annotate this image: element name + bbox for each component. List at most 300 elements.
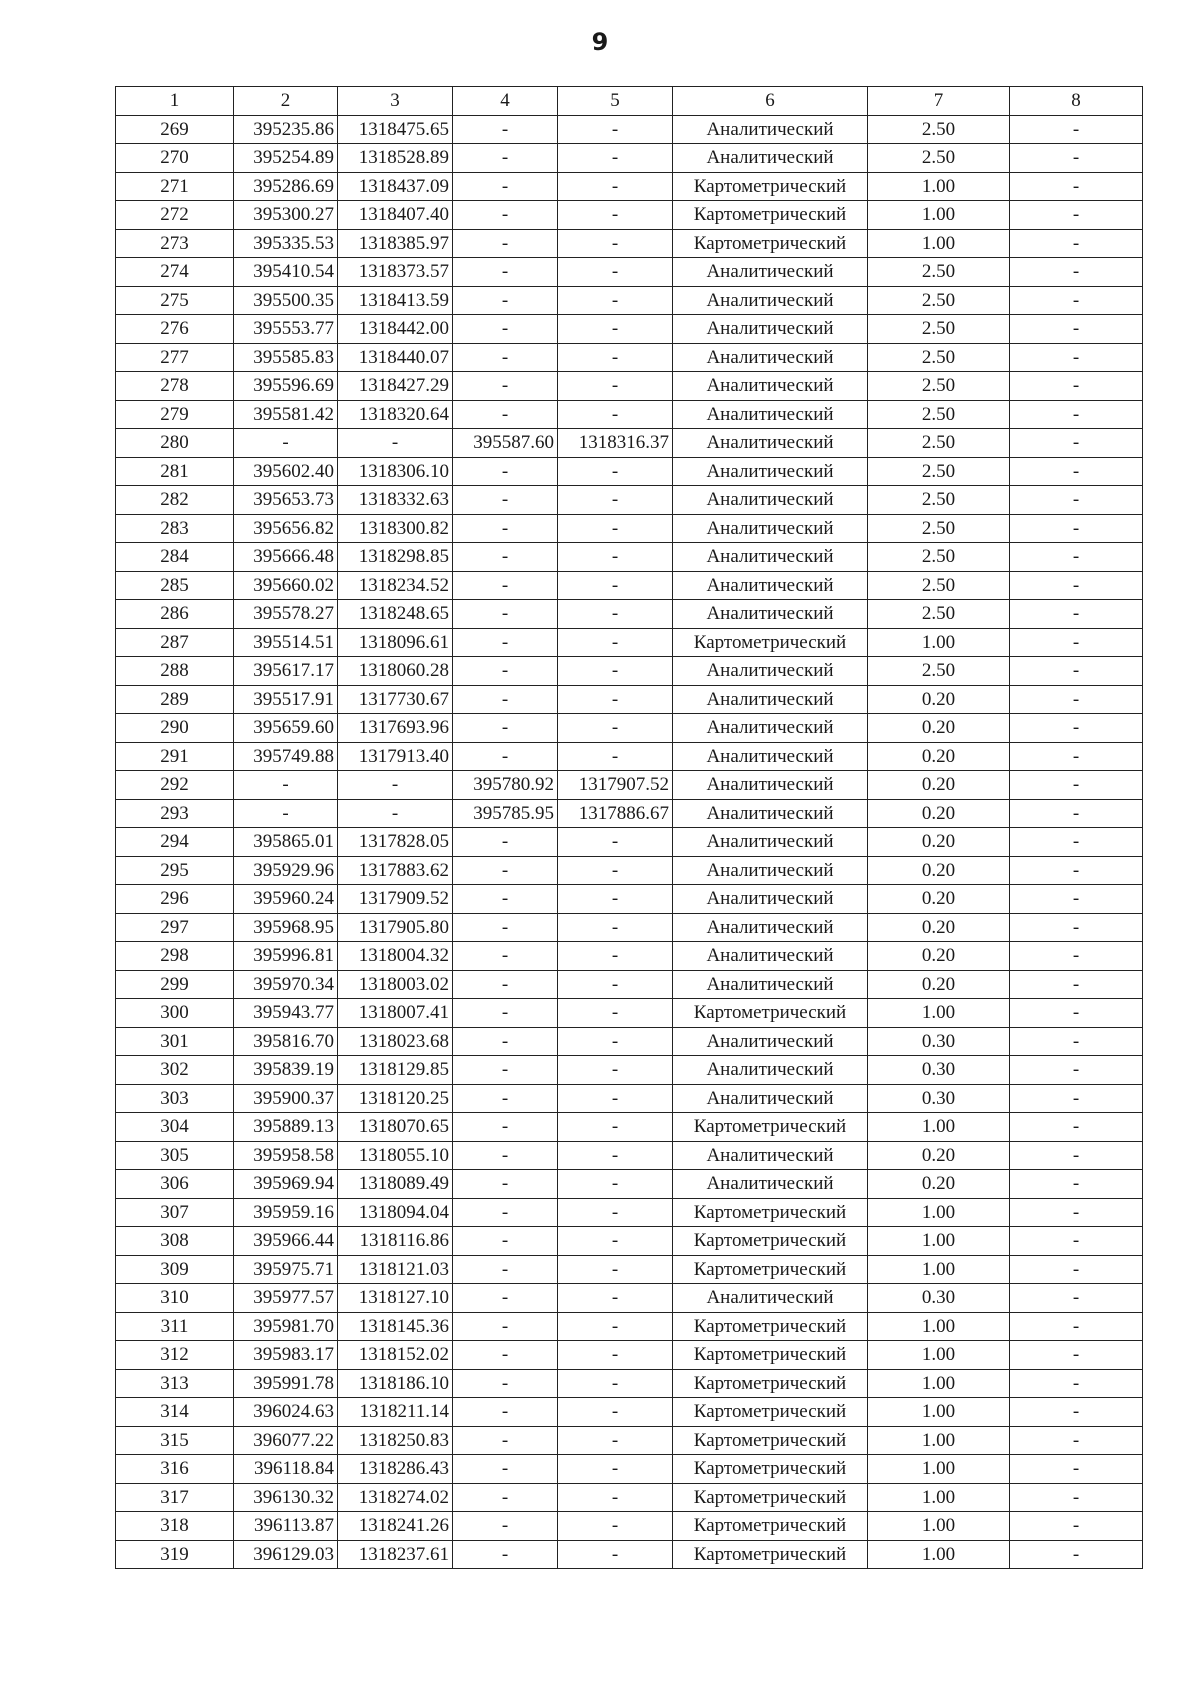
x-coordinate-alt-cell: - <box>453 486 558 515</box>
method-cell: Картометрический <box>673 1398 868 1427</box>
note-cell: - <box>1010 600 1143 629</box>
method-cell: Аналитический <box>673 657 868 686</box>
y-coordinate-alt-cell: - <box>558 115 673 144</box>
method-cell: Картометрический <box>673 1540 868 1569</box>
point-number-cell: 315 <box>116 1426 234 1455</box>
y-coordinate-alt-cell: - <box>558 1056 673 1085</box>
method-cell: Картометрический <box>673 1312 868 1341</box>
column-header-8: 8 <box>1010 87 1143 116</box>
table-row <box>116 201 1143 230</box>
x-coordinate-cell: 395514.51 <box>234 628 338 657</box>
point-number-cell: 280 <box>116 429 234 458</box>
accuracy-cell: 0.20 <box>868 913 1010 942</box>
y-coordinate-cell: 1318385.97 <box>338 229 453 258</box>
accuracy-cell: 1.00 <box>868 1369 1010 1398</box>
accuracy-cell: 1.00 <box>868 1540 1010 1569</box>
note-cell: - <box>1010 1141 1143 1170</box>
x-coordinate-alt-cell: - <box>453 1512 558 1541</box>
x-coordinate-cell: 395553.77 <box>234 315 338 344</box>
note-cell: - <box>1010 571 1143 600</box>
x-coordinate-cell: 395900.37 <box>234 1084 338 1113</box>
accuracy-cell: 2.50 <box>868 514 1010 543</box>
table-row <box>116 1170 1143 1199</box>
method-cell: Аналитический <box>673 600 868 629</box>
y-coordinate-alt-cell: - <box>558 828 673 857</box>
y-coordinate-alt-cell: - <box>558 1426 673 1455</box>
note-cell: - <box>1010 229 1143 258</box>
x-coordinate-cell: 395653.73 <box>234 486 338 515</box>
y-coordinate-alt-cell: - <box>558 714 673 743</box>
x-coordinate-cell: 395410.54 <box>234 258 338 287</box>
y-coordinate-alt-cell: 1318316.37 <box>558 429 673 458</box>
table-row <box>116 1084 1143 1113</box>
y-coordinate-cell: 1318120.25 <box>338 1084 453 1113</box>
note-cell: - <box>1010 685 1143 714</box>
table-row <box>116 1056 1143 1085</box>
x-coordinate-alt-cell: - <box>453 1027 558 1056</box>
y-coordinate-alt-cell: - <box>558 172 673 201</box>
x-coordinate-cell: 395581.42 <box>234 400 338 429</box>
table-row <box>116 657 1143 686</box>
method-cell: Аналитический <box>673 286 868 315</box>
y-coordinate-alt-cell: - <box>558 885 673 914</box>
x-coordinate-cell: 395656.82 <box>234 514 338 543</box>
accuracy-cell: 0.20 <box>868 856 1010 885</box>
point-number-cell: 273 <box>116 229 234 258</box>
y-coordinate-cell: 1318152.02 <box>338 1341 453 1370</box>
point-number-cell: 270 <box>116 144 234 173</box>
y-coordinate-cell: 1318094.04 <box>338 1198 453 1227</box>
accuracy-cell: 2.50 <box>868 429 1010 458</box>
point-number-cell: 312 <box>116 1341 234 1370</box>
y-coordinate-alt-cell: - <box>558 315 673 344</box>
accuracy-cell: 1.00 <box>868 201 1010 230</box>
table-row <box>116 315 1143 344</box>
point-number-cell: 292 <box>116 771 234 800</box>
table-row <box>116 172 1143 201</box>
y-coordinate-alt-cell: 1317907.52 <box>558 771 673 800</box>
method-cell: Аналитический <box>673 571 868 600</box>
note-cell: - <box>1010 514 1143 543</box>
y-coordinate-alt-cell: - <box>558 1027 673 1056</box>
y-coordinate-cell: 1318440.07 <box>338 343 453 372</box>
x-coordinate-cell: 395958.58 <box>234 1141 338 1170</box>
x-coordinate-alt-cell: 395587.60 <box>453 429 558 458</box>
point-number-cell: 302 <box>116 1056 234 1085</box>
y-coordinate-cell: 1318306.10 <box>338 457 453 486</box>
y-coordinate-cell: - <box>338 771 453 800</box>
point-number-cell: 305 <box>116 1141 234 1170</box>
y-coordinate-cell: 1317693.96 <box>338 714 453 743</box>
accuracy-cell: 0.20 <box>868 942 1010 971</box>
x-coordinate-alt-cell: - <box>453 856 558 885</box>
x-coordinate-cell: 395996.81 <box>234 942 338 971</box>
y-coordinate-alt-cell: - <box>558 970 673 999</box>
point-number-cell: 283 <box>116 514 234 543</box>
point-number-cell: 319 <box>116 1540 234 1569</box>
method-cell: Картометрический <box>673 1341 868 1370</box>
accuracy-cell: 0.20 <box>868 799 1010 828</box>
x-coordinate-cell: 396077.22 <box>234 1426 338 1455</box>
table-row <box>116 742 1143 771</box>
point-number-cell: 304 <box>116 1113 234 1142</box>
x-coordinate-cell: 395254.89 <box>234 144 338 173</box>
y-coordinate-alt-cell: - <box>558 1113 673 1142</box>
method-cell: Картометрический <box>673 1483 868 1512</box>
y-coordinate-alt-cell: - <box>558 1341 673 1370</box>
table-row <box>116 628 1143 657</box>
y-coordinate-alt-cell: - <box>558 1284 673 1313</box>
x-coordinate-cell: 395596.69 <box>234 372 338 401</box>
y-coordinate-cell: 1318070.65 <box>338 1113 453 1142</box>
method-cell: Картометрический <box>673 1455 868 1484</box>
accuracy-cell: 1.00 <box>868 1255 1010 1284</box>
x-coordinate-alt-cell: - <box>453 657 558 686</box>
y-coordinate-alt-cell: - <box>558 1170 673 1199</box>
note-cell: - <box>1010 1227 1143 1256</box>
table-row <box>116 372 1143 401</box>
y-coordinate-cell: 1318286.43 <box>338 1455 453 1484</box>
accuracy-cell: 0.20 <box>868 1141 1010 1170</box>
method-cell: Аналитический <box>673 828 868 857</box>
point-number-cell: 311 <box>116 1312 234 1341</box>
note-cell: - <box>1010 1284 1143 1313</box>
x-coordinate-alt-cell: - <box>453 685 558 714</box>
method-cell: Картометрический <box>673 1512 868 1541</box>
method-cell: Аналитический <box>673 1141 868 1170</box>
note-cell: - <box>1010 628 1143 657</box>
accuracy-cell: 1.00 <box>868 1426 1010 1455</box>
accuracy-cell: 1.00 <box>868 1227 1010 1256</box>
method-cell: Аналитический <box>673 685 868 714</box>
note-cell: - <box>1010 1483 1143 1512</box>
table-header-row <box>116 87 1143 116</box>
method-cell: Аналитический <box>673 1056 868 1085</box>
y-coordinate-cell: 1317828.05 <box>338 828 453 857</box>
point-number-cell: 293 <box>116 799 234 828</box>
y-coordinate-cell: 1318004.32 <box>338 942 453 971</box>
y-coordinate-cell: 1317913.40 <box>338 742 453 771</box>
table-row <box>116 1113 1143 1142</box>
x-coordinate-cell: - <box>234 429 338 458</box>
y-coordinate-cell: 1318055.10 <box>338 1141 453 1170</box>
x-coordinate-alt-cell: - <box>453 1455 558 1484</box>
table-row <box>116 828 1143 857</box>
x-coordinate-alt-cell: - <box>453 913 558 942</box>
x-coordinate-cell: 395943.77 <box>234 999 338 1028</box>
y-coordinate-cell: 1318300.82 <box>338 514 453 543</box>
accuracy-cell: 0.20 <box>868 742 1010 771</box>
table-row <box>116 543 1143 572</box>
y-coordinate-alt-cell: - <box>558 1255 673 1284</box>
point-number-cell: 310 <box>116 1284 234 1313</box>
point-number-cell: 285 <box>116 571 234 600</box>
x-coordinate-alt-cell: - <box>453 315 558 344</box>
point-number-cell: 274 <box>116 258 234 287</box>
table-row <box>116 486 1143 515</box>
table-row <box>116 1369 1143 1398</box>
point-number-cell: 308 <box>116 1227 234 1256</box>
method-cell: Аналитический <box>673 429 868 458</box>
y-coordinate-cell: 1318060.28 <box>338 657 453 686</box>
point-number-cell: 317 <box>116 1483 234 1512</box>
x-coordinate-cell: 395749.88 <box>234 742 338 771</box>
point-number-cell: 298 <box>116 942 234 971</box>
table-row <box>116 400 1143 429</box>
point-number-cell: 296 <box>116 885 234 914</box>
method-cell: Аналитический <box>673 457 868 486</box>
method-cell: Картометрический <box>673 1227 868 1256</box>
y-coordinate-cell: 1318211.14 <box>338 1398 453 1427</box>
point-number-cell: 287 <box>116 628 234 657</box>
x-coordinate-cell: 395981.70 <box>234 1312 338 1341</box>
x-coordinate-alt-cell: - <box>453 258 558 287</box>
x-coordinate-alt-cell: - <box>453 343 558 372</box>
x-coordinate-cell: 395602.40 <box>234 457 338 486</box>
y-coordinate-cell: 1318241.26 <box>338 1512 453 1541</box>
x-coordinate-cell: 395839.19 <box>234 1056 338 1085</box>
y-coordinate-alt-cell: 1317886.67 <box>558 799 673 828</box>
x-coordinate-alt-cell: - <box>453 372 558 401</box>
accuracy-cell: 2.50 <box>868 115 1010 144</box>
y-coordinate-cell: 1318127.10 <box>338 1284 453 1313</box>
table-row <box>116 571 1143 600</box>
x-coordinate-cell: 395929.96 <box>234 856 338 885</box>
method-cell: Аналитический <box>673 400 868 429</box>
point-number-cell: 307 <box>116 1198 234 1227</box>
method-cell: Картометрический <box>673 1198 868 1227</box>
table-row <box>116 600 1143 629</box>
accuracy-cell: 0.20 <box>868 685 1010 714</box>
note-cell: - <box>1010 1113 1143 1142</box>
point-number-cell: 291 <box>116 742 234 771</box>
y-coordinate-cell: 1318320.64 <box>338 400 453 429</box>
x-coordinate-cell: 395991.78 <box>234 1369 338 1398</box>
x-coordinate-cell: 395500.35 <box>234 286 338 315</box>
method-cell: Аналитический <box>673 514 868 543</box>
x-coordinate-alt-cell: - <box>453 400 558 429</box>
y-coordinate-cell: 1317909.52 <box>338 885 453 914</box>
note-cell: - <box>1010 343 1143 372</box>
point-number-cell: 309 <box>116 1255 234 1284</box>
point-number-cell: 284 <box>116 543 234 572</box>
y-coordinate-alt-cell: - <box>558 1540 673 1569</box>
accuracy-cell: 2.50 <box>868 144 1010 173</box>
x-coordinate-cell: 395970.34 <box>234 970 338 999</box>
accuracy-cell: 0.20 <box>868 771 1010 800</box>
x-coordinate-cell: 395969.94 <box>234 1170 338 1199</box>
accuracy-cell: 2.50 <box>868 486 1010 515</box>
y-coordinate-alt-cell: - <box>558 543 673 572</box>
y-coordinate-alt-cell: - <box>558 856 673 885</box>
accuracy-cell: 2.50 <box>868 286 1010 315</box>
method-cell: Аналитический <box>673 885 868 914</box>
point-number-cell: 297 <box>116 913 234 942</box>
y-coordinate-alt-cell: - <box>558 1141 673 1170</box>
method-cell: Картометрический <box>673 1113 868 1142</box>
point-number-cell: 318 <box>116 1512 234 1541</box>
table-row <box>116 1027 1143 1056</box>
note-cell: - <box>1010 970 1143 999</box>
point-number-cell: 286 <box>116 600 234 629</box>
accuracy-cell: 0.30 <box>868 1027 1010 1056</box>
x-coordinate-alt-cell: - <box>453 1198 558 1227</box>
y-coordinate-alt-cell: - <box>558 144 673 173</box>
y-coordinate-cell: 1318003.02 <box>338 970 453 999</box>
note-cell: - <box>1010 1512 1143 1541</box>
table-row <box>116 514 1143 543</box>
y-coordinate-alt-cell: - <box>558 628 673 657</box>
y-coordinate-alt-cell: - <box>558 685 673 714</box>
x-coordinate-alt-cell: - <box>453 999 558 1028</box>
table-row <box>116 771 1143 800</box>
method-cell: Аналитический <box>673 372 868 401</box>
note-cell: - <box>1010 1369 1143 1398</box>
note-cell: - <box>1010 1426 1143 1455</box>
y-coordinate-cell: 1317730.67 <box>338 685 453 714</box>
table-row <box>116 229 1143 258</box>
x-coordinate-alt-cell: - <box>453 1369 558 1398</box>
method-cell: Аналитический <box>673 942 868 971</box>
y-coordinate-alt-cell: - <box>558 1398 673 1427</box>
method-cell: Картометрический <box>673 1255 868 1284</box>
note-cell: - <box>1010 828 1143 857</box>
point-number-cell: 289 <box>116 685 234 714</box>
note-cell: - <box>1010 429 1143 458</box>
note-cell: - <box>1010 657 1143 686</box>
x-coordinate-alt-cell: - <box>453 1084 558 1113</box>
note-cell: - <box>1010 286 1143 315</box>
point-number-cell: 299 <box>116 970 234 999</box>
method-cell: Аналитический <box>673 856 868 885</box>
x-coordinate-cell: 395659.60 <box>234 714 338 743</box>
x-coordinate-cell: 395966.44 <box>234 1227 338 1256</box>
y-coordinate-alt-cell: - <box>558 343 673 372</box>
note-cell: - <box>1010 714 1143 743</box>
note-cell: - <box>1010 942 1143 971</box>
accuracy-cell: 1.00 <box>868 1341 1010 1370</box>
method-cell: Аналитический <box>673 970 868 999</box>
method-cell: Аналитический <box>673 799 868 828</box>
accuracy-cell: 1.00 <box>868 628 1010 657</box>
table-row <box>116 1227 1143 1256</box>
x-coordinate-cell: 395865.01 <box>234 828 338 857</box>
x-coordinate-cell: - <box>234 799 338 828</box>
accuracy-cell: 1.00 <box>868 172 1010 201</box>
table-row <box>116 942 1143 971</box>
point-number-cell: 275 <box>116 286 234 315</box>
x-coordinate-alt-cell: - <box>453 828 558 857</box>
note-cell: - <box>1010 1312 1143 1341</box>
x-coordinate-alt-cell: - <box>453 1540 558 1569</box>
y-coordinate-cell: 1317905.80 <box>338 913 453 942</box>
accuracy-cell: 2.50 <box>868 600 1010 629</box>
table-body <box>116 115 1143 1569</box>
column-header-5: 5 <box>558 87 673 116</box>
note-cell: - <box>1010 144 1143 173</box>
table-row <box>116 1455 1143 1484</box>
point-number-cell: 278 <box>116 372 234 401</box>
point-number-cell: 282 <box>116 486 234 515</box>
method-cell: Аналитический <box>673 1084 868 1113</box>
x-coordinate-alt-cell: - <box>453 543 558 572</box>
y-coordinate-cell: 1318186.10 <box>338 1369 453 1398</box>
accuracy-cell: 2.50 <box>868 543 1010 572</box>
point-number-cell: 269 <box>116 115 234 144</box>
accuracy-cell: 2.50 <box>868 258 1010 287</box>
table-row <box>116 1512 1143 1541</box>
x-coordinate-alt-cell: - <box>453 201 558 230</box>
x-coordinate-alt-cell: - <box>453 1284 558 1313</box>
accuracy-cell: 1.00 <box>868 1483 1010 1512</box>
accuracy-cell: 1.00 <box>868 1198 1010 1227</box>
point-number-cell: 294 <box>116 828 234 857</box>
y-coordinate-cell: 1318116.86 <box>338 1227 453 1256</box>
method-cell: Аналитический <box>673 115 868 144</box>
accuracy-cell: 1.00 <box>868 1455 1010 1484</box>
point-number-cell: 271 <box>116 172 234 201</box>
x-coordinate-alt-cell: - <box>453 1398 558 1427</box>
column-header-2: 2 <box>234 87 338 116</box>
x-coordinate-alt-cell: - <box>453 457 558 486</box>
note-cell: - <box>1010 999 1143 1028</box>
method-cell: Аналитический <box>673 1170 868 1199</box>
y-coordinate-alt-cell: - <box>558 942 673 971</box>
note-cell: - <box>1010 1255 1143 1284</box>
method-cell: Картометрический <box>673 628 868 657</box>
x-coordinate-cell: 395617.17 <box>234 657 338 686</box>
y-coordinate-cell: 1318413.59 <box>338 286 453 315</box>
note-cell: - <box>1010 856 1143 885</box>
accuracy-cell: 0.20 <box>868 714 1010 743</box>
y-coordinate-cell: 1318007.41 <box>338 999 453 1028</box>
x-coordinate-cell: 395300.27 <box>234 201 338 230</box>
point-number-cell: 281 <box>116 457 234 486</box>
y-coordinate-alt-cell: - <box>558 1455 673 1484</box>
x-coordinate-alt-cell: - <box>453 1056 558 1085</box>
method-cell: Картометрический <box>673 1426 868 1455</box>
table-row <box>116 913 1143 942</box>
accuracy-cell: 1.00 <box>868 1512 1010 1541</box>
y-coordinate-cell: - <box>338 799 453 828</box>
y-coordinate-cell: 1318237.61 <box>338 1540 453 1569</box>
method-cell: Аналитический <box>673 1284 868 1313</box>
table-row <box>116 457 1143 486</box>
y-coordinate-cell: 1318437.09 <box>338 172 453 201</box>
y-coordinate-cell: 1318442.00 <box>338 315 453 344</box>
y-coordinate-cell: 1318234.52 <box>338 571 453 600</box>
table-row <box>116 1483 1143 1512</box>
y-coordinate-alt-cell: - <box>558 201 673 230</box>
point-number-cell: 288 <box>116 657 234 686</box>
x-coordinate-alt-cell: - <box>453 1426 558 1455</box>
x-coordinate-alt-cell: - <box>453 714 558 743</box>
x-coordinate-alt-cell: - <box>453 1341 558 1370</box>
y-coordinate-cell: 1318023.68 <box>338 1027 453 1056</box>
point-number-cell: 300 <box>116 999 234 1028</box>
table-row <box>116 1398 1143 1427</box>
point-number-cell: 272 <box>116 201 234 230</box>
column-header-1: 1 <box>116 87 234 116</box>
note-cell: - <box>1010 372 1143 401</box>
table-row <box>116 343 1143 372</box>
y-coordinate-cell: 1318121.03 <box>338 1255 453 1284</box>
point-number-cell: 290 <box>116 714 234 743</box>
note-cell: - <box>1010 1398 1143 1427</box>
y-coordinate-alt-cell: - <box>558 1198 673 1227</box>
y-coordinate-cell: - <box>338 429 453 458</box>
method-cell: Аналитический <box>673 144 868 173</box>
